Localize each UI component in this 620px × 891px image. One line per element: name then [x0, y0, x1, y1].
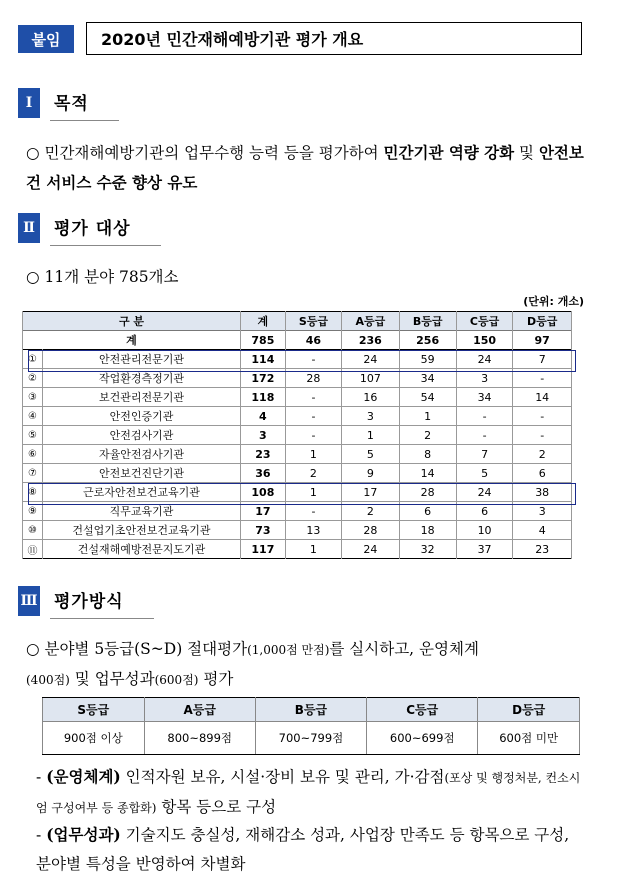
- header-b: B등급: [399, 312, 456, 331]
- table-row: [23, 388, 572, 407]
- grade-count-cell: -: [456, 426, 513, 445]
- grade-count-cell: 3: [342, 407, 399, 426]
- grade-count-cell: 37: [456, 540, 513, 559]
- grade-header: S등급: [43, 698, 145, 722]
- grade-count-cell: -: [285, 426, 341, 445]
- section-label: 평가 대상: [50, 210, 161, 246]
- row-number: ①: [23, 350, 43, 369]
- grade-count-cell: 17: [342, 483, 399, 502]
- document-title: 2020년 민간재해예방기관 평가 개요: [86, 22, 582, 55]
- grade-count-cell: -: [513, 426, 572, 445]
- method-text: 분야별 5등급(S~D) 절대평가: [44, 640, 248, 658]
- detail-operation: [36, 762, 584, 823]
- unit-label: (단위: 개소): [523, 295, 584, 308]
- grade-count-cell: -: [285, 502, 341, 521]
- target-text: 11개 분야 785개소: [44, 268, 179, 286]
- grade-count-cell: 3: [513, 502, 572, 521]
- institution-name: 직무교육기관: [43, 502, 241, 521]
- grade-count-cell: 24: [342, 540, 399, 559]
- row-total-cell: 4: [241, 407, 286, 426]
- row-total-cell: 3: [241, 426, 286, 445]
- grade-count-cell: 18: [399, 521, 456, 540]
- bullet: ○: [26, 640, 40, 658]
- row-total-cell: 108: [241, 483, 286, 502]
- grade-count-cell: 28: [285, 369, 341, 388]
- grade-count-cell: 24: [342, 350, 399, 369]
- grade-value: 700~799점: [255, 722, 366, 755]
- row-total-cell: 17: [241, 502, 286, 521]
- institution-name: 작업환경측정기관: [43, 369, 241, 388]
- table-row: [23, 350, 572, 369]
- institution-name: 근로자안전보건교육기관: [43, 483, 241, 502]
- grade-count-cell: 1: [342, 426, 399, 445]
- grade-header: A등급: [144, 698, 255, 722]
- grade-count-cell: 28: [342, 521, 399, 540]
- total-cell: 256: [399, 331, 456, 350]
- header-c: C등급: [456, 312, 513, 331]
- institution-name: 건설업기초안전보건교육기관: [43, 521, 241, 540]
- grade-header: C등급: [367, 698, 478, 722]
- grade-count-cell: 32: [399, 540, 456, 559]
- grade-table: [42, 697, 580, 755]
- total-cell: 150: [456, 331, 513, 350]
- section-header-purpose: [18, 86, 119, 120]
- table-row: [23, 369, 572, 388]
- row-number: ⑦: [23, 464, 43, 483]
- detail-small: (포상 및 행정처분, 컨소시엄 구성여부 등 종합화): [36, 771, 581, 815]
- table-row: [23, 464, 572, 483]
- grade-value: 600점 미만: [478, 722, 580, 755]
- institution-table: [22, 311, 572, 559]
- section-label: 목적: [50, 85, 119, 121]
- grade-count-cell: 7: [456, 445, 513, 464]
- grade-value: 600~699점: [367, 722, 478, 755]
- detail-bold: (업무성과): [46, 825, 121, 844]
- detail-bold: (운영체계): [46, 767, 121, 786]
- institution-name: 안전관리전문기관: [43, 350, 241, 369]
- row-total-cell: 118: [241, 388, 286, 407]
- section-number: Ⅱ: [18, 213, 40, 243]
- table-row: [23, 540, 572, 559]
- grade-count-cell: 1: [285, 445, 341, 464]
- grade-count-cell: 54: [399, 388, 456, 407]
- grade-count-cell: 8: [399, 445, 456, 464]
- purpose-text-1: 민간재해예방기관의 업무수행 능력 등을 평가하여: [44, 144, 384, 162]
- grade-count-cell: -: [513, 369, 572, 388]
- grade-count-cell: 2: [513, 445, 572, 464]
- institution-name: 보건관리전문기관: [43, 388, 241, 407]
- row-number: ④: [23, 407, 43, 426]
- grade-count-cell: -: [285, 350, 341, 369]
- dash: -: [36, 768, 42, 786]
- grade-count-cell: 6: [399, 502, 456, 521]
- target-paragraph: [26, 263, 586, 292]
- purpose-text-2: 및: [514, 144, 539, 162]
- total-cell: 97: [513, 331, 572, 350]
- grade-count-cell: 4: [513, 521, 572, 540]
- grade-count-cell: 1: [285, 483, 341, 502]
- grade-count-cell: 2: [285, 464, 341, 483]
- method-small: (1,000점 만점): [247, 643, 330, 657]
- method-paragraph: [26, 635, 586, 695]
- header-category: 구 분: [23, 312, 241, 331]
- header-d: D등급: [513, 312, 572, 331]
- grade-count-cell: 7: [513, 350, 572, 369]
- grade-count-cell: 13: [285, 521, 341, 540]
- grade-count-cell: 34: [456, 388, 513, 407]
- row-total-cell: 117: [241, 540, 286, 559]
- table-row: [23, 445, 572, 464]
- grade-count-cell: 16: [342, 388, 399, 407]
- row-total-cell: 36: [241, 464, 286, 483]
- purpose-bold-1: 민간기관 역량 강화: [383, 143, 515, 162]
- row-number: ⑧: [23, 483, 43, 502]
- grade-count-cell: 38: [513, 483, 572, 502]
- purpose-paragraph: [26, 138, 586, 198]
- header-s: S등급: [285, 312, 341, 331]
- grade-count-cell: 2: [342, 502, 399, 521]
- method-text: 를 실시하고, 운영체계: [329, 640, 479, 658]
- grade-count-cell: 28: [399, 483, 456, 502]
- grade-count-cell: 1: [399, 407, 456, 426]
- detail-tail: 항목 등으로 구성: [156, 798, 277, 816]
- grade-count-cell: 14: [399, 464, 456, 483]
- row-total-cell: 23: [241, 445, 286, 464]
- grade-count-cell: 6: [456, 502, 513, 521]
- grade-count-cell: 23: [513, 540, 572, 559]
- table-row: [23, 502, 572, 521]
- table-row: [23, 426, 572, 445]
- grade-count-cell: -: [285, 388, 341, 407]
- institution-name: 안전인증기관: [43, 407, 241, 426]
- section-header-method: [18, 584, 154, 618]
- grade-count-cell: -: [513, 407, 572, 426]
- grade-count-cell: 107: [342, 369, 399, 388]
- bullet: ○: [26, 268, 40, 286]
- table-row: [23, 521, 572, 540]
- grade-count-cell: 3: [456, 369, 513, 388]
- grade-count-cell: 24: [456, 483, 513, 502]
- grade-count-cell: 59: [399, 350, 456, 369]
- header-a: A등급: [342, 312, 399, 331]
- row-total-cell: 114: [241, 350, 286, 369]
- method-small: (400점): [26, 673, 70, 687]
- row-number: ⑤: [23, 426, 43, 445]
- detail-text: 인적자원 보유, 시설·장비 보유 및 관리, 가·감점: [120, 768, 445, 786]
- total-cell: 236: [342, 331, 399, 350]
- grade-value: 800~899점: [144, 722, 255, 755]
- institution-name: 건설재해예방전문지도기관: [43, 540, 241, 559]
- method-text: 평가: [198, 670, 234, 688]
- grade-header: D등급: [478, 698, 580, 722]
- grade-count-cell: 2: [399, 426, 456, 445]
- grade-count-cell: 34: [399, 369, 456, 388]
- detail-text: 기술지도 충실성, 재해감소 성과, 사업장 만족도 등 항목으로 구성, 분야별 특성을 반영하여 차별화: [36, 826, 570, 873]
- grade-count-cell: 9: [342, 464, 399, 483]
- grade-count-cell: 6: [513, 464, 572, 483]
- purpose-bold-2: 안전보건 서비스 수준 향상 유도: [26, 143, 584, 192]
- grade-count-cell: 14: [513, 388, 572, 407]
- institution-name: 자율안전검사기관: [43, 445, 241, 464]
- row-number: ③: [23, 388, 43, 407]
- institution-name: 안전보건진단기관: [43, 464, 241, 483]
- section-header-target: [18, 211, 161, 245]
- table-total-row: [23, 331, 572, 350]
- table-header-row: [23, 312, 572, 331]
- grade-header: B등급: [255, 698, 366, 722]
- section-number: Ⅰ: [18, 88, 40, 118]
- table-row: [23, 407, 572, 426]
- row-number: ⑨: [23, 502, 43, 521]
- row-total-cell: 172: [241, 369, 286, 388]
- row-number: ⑪: [23, 540, 43, 559]
- total-cell: 46: [285, 331, 341, 350]
- bullet: ○: [26, 144, 40, 162]
- detail-performance: [36, 820, 584, 879]
- grade-count-cell: 24: [456, 350, 513, 369]
- attachment-tag: 붙임: [18, 25, 74, 53]
- row-total-cell: 73: [241, 521, 286, 540]
- grade-value: 900점 이상: [43, 722, 145, 755]
- row-number: ②: [23, 369, 43, 388]
- row-number: ⑥: [23, 445, 43, 464]
- grade-count-cell: 5: [342, 445, 399, 464]
- total-cell: 785: [241, 331, 286, 350]
- section-number: Ⅲ: [18, 586, 40, 616]
- grade-count-cell: 5: [456, 464, 513, 483]
- institution-name: 안전검사기관: [43, 426, 241, 445]
- dash: -: [36, 826, 42, 844]
- grade-count-cell: 1: [285, 540, 341, 559]
- table-row: [23, 483, 572, 502]
- grade-count-cell: -: [285, 407, 341, 426]
- section-label: 평가방식: [50, 583, 154, 619]
- header-total: 계: [241, 312, 286, 331]
- method-small: (600점): [154, 673, 199, 687]
- row-number: ⑩: [23, 521, 43, 540]
- grade-header-row: [43, 698, 580, 722]
- grade-value-row: [43, 722, 580, 755]
- grade-count-cell: -: [456, 407, 513, 426]
- grade-count-cell: 10: [456, 521, 513, 540]
- total-label: 계: [23, 331, 241, 350]
- method-text: 및 업무성과: [69, 670, 155, 688]
